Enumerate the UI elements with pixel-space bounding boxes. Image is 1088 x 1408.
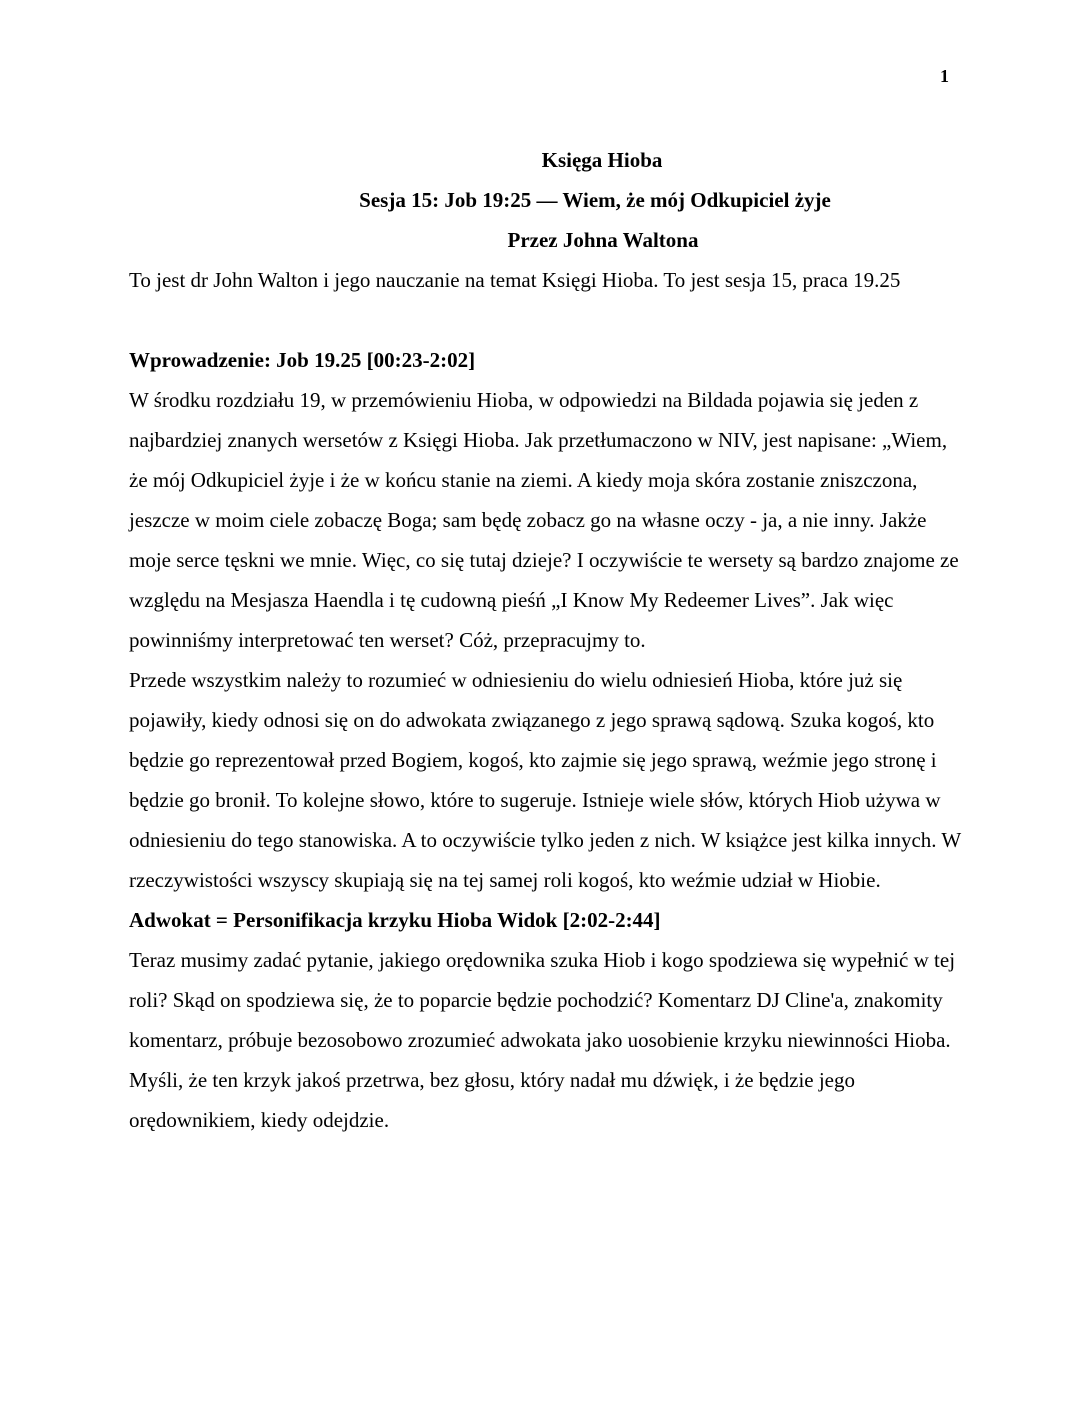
session-subtitle: Sesja 15: Job 19:25 — Wiem, że mój Odkupiciel żyje bbox=[359, 188, 831, 212]
body-paragraph: Przede wszystkim należy to rozumieć w odniesieniu do wielu odniesień Hioba, które już się pojawiły, kiedy odnosi się on do adwokata związanego z jego sprawą sądową. Szuka kogoś, kto będzie go reprezentował przed Bogiem, kogoś, kto zajmie się jego sprawą, weźmie jego stronę i będzie go bronił. To kolejne słowo, które to sugeruje. Istnieje wiele słów, których Hiob używa w odniesieniu do tego stanowiska. A to oczywiście tylko jeden z nich. W książce jest kilka innych. W rzeczywistości wszyscy skupiają się na tej samej roli kogoś, kto weźmie udział w Hiobie. bbox=[129, 668, 961, 892]
section-heading: Wprowadzenie: Job 19.25 [00:23-2:02] bbox=[129, 348, 476, 372]
document-title: Księga Hioba bbox=[541, 148, 663, 172]
section-heading: Adwokat = Personifikacja krzyku Hioba Widok [2:02-2:44] bbox=[129, 908, 661, 932]
page-number: 1 bbox=[940, 66, 949, 86]
document-body bbox=[129, 140, 961, 1140]
section-introduction bbox=[129, 340, 961, 900]
intro-paragraph: To jest dr John Walton i jego nauczanie na temat Księgi Hioba. To jest sesja 15, praca 19.25 bbox=[129, 268, 901, 292]
body-paragraph: Teraz musimy zadać pytanie, jakiego orędownika szuka Hiob i kogo spodziewa się wypełnić w tej roli? Skąd on spodziewa się, że to poparcie będzie pochodzić? Komentarz DJ Cline'a, znakomity komentarz, próbuje bezosobowo zrozumieć adwokata jako uosobienie krzyku niewinności Hioba. Myśli, że ten krzyk jakoś przetrwa, bez głosu, który nadał mu dźwięk, i że będzie jego orędownikiem, kiedy odejdzie. bbox=[129, 948, 956, 1132]
author-line: Przez Johna Waltona bbox=[507, 228, 699, 252]
section-advocate bbox=[129, 900, 961, 1140]
body-paragraph: W środku rozdziału 19, w przemówieniu Hioba, w odpowiedzi na Bildada pojawia się jeden z najbardziej znanych wersetów z Księgi Hioba. Jak przetłumaczono w NIV, jest napisane: „Wiem, że mój Odkupiciel żyje i że w końcu stanie na ziemi. A kiedy moja skóra zostanie zniszczona, jeszcze w moim ciele zobaczę Boga; sam będę zobacz go na własne oczy - ja, a nie inny. Jakże moje serce tęskni we mnie. Więc, co się tutaj dzieje? I oczywiście te wersety są bardzo znajome ze względu na Mesjasza Haendla i tę cudowną pieśń „I Know My Redeemer Lives”. Jak więc powinniśmy interpretować ten werset? Cóż, przepracujmy to. bbox=[129, 388, 959, 652]
